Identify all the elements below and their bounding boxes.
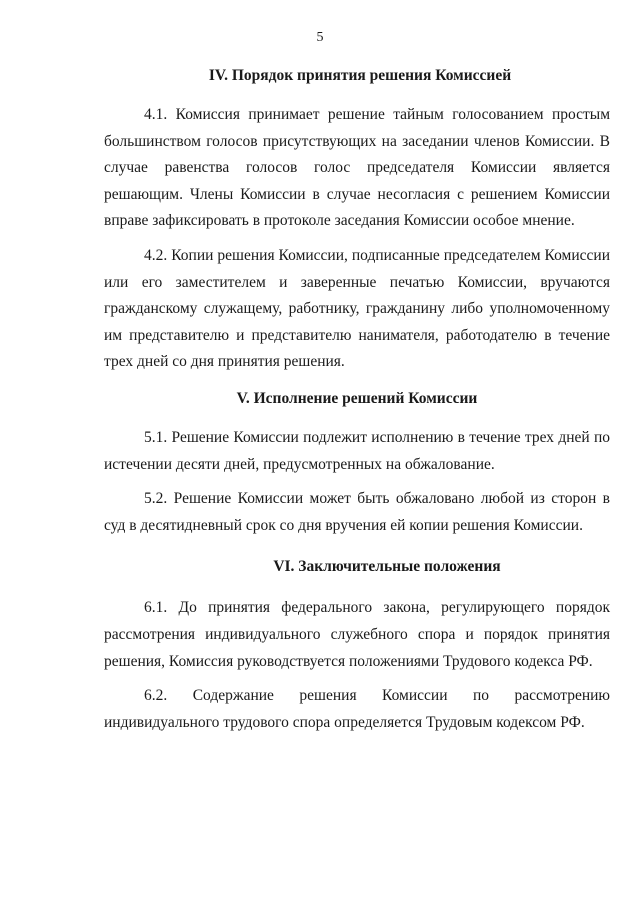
paragraph-5-1: 5.1. Решение Комиссии подлежит исполнению в течение трех дней по истечении десяти дней, предусмотренных на обжалование. xyxy=(104,428,610,473)
section-vi xyxy=(104,557,610,736)
paragraph-4-1: 4.1. Комиссия принимает решение тайным голосованием простым большинством голосов присутствующих на заседании членов Комиссии. В случае равенства голосов голос председателя Комиссии является решающим. Члены Комиссии в случае несогласия с решением Комиссии вправе зафиксировать в протоколе заседания Комиссии особое мнение. xyxy=(104,106,610,230)
paragraph-5-2: 5.2. Решение Комиссии может быть обжаловано любой из сторон в суд в десятидневный срок со дня вручения ей копии решения Комиссии. xyxy=(104,490,610,534)
section-heading: IV. Порядок принятия решения Комиссией xyxy=(208,67,512,84)
paragraph-6-2: 6.2. Содержание решения Комиссии по рассмотрению индивидуального трудового спора определяется Трудовым кодексом РФ. xyxy=(104,687,610,731)
paragraph-4-2: 4.2. Копии решения Комиссии, подписанные председателем Комиссии или его заместителем и заверенные печатью Комиссии, вручаются гражданскому служащему, работнику, гражданину либо уполномоченному им представителю и представителю нанимателя, работодателю в течение трех дней со дня принятия решения. xyxy=(104,246,610,371)
section-heading: VI. Заключительные положения xyxy=(273,558,501,576)
document-body xyxy=(104,66,610,736)
paragraph-6-1: 6.1. До принятия федерального закона, регулирующего порядок рассмотрения индивидуального служебного спора и порядок принятия решения, Комиссия руководствуется положениями Трудового кодекса РФ. xyxy=(104,599,610,670)
section-iv xyxy=(104,66,610,376)
section-v xyxy=(104,389,610,539)
section-heading: V. Исполнение решений Комиссии xyxy=(236,389,478,407)
page-number: 5 xyxy=(316,30,324,45)
